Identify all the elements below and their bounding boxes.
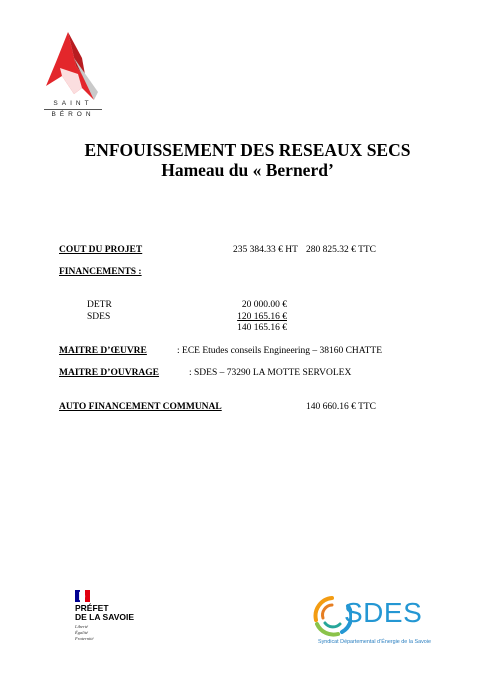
project-owner-text: : SDES – 73290 LA MOTTE SERVOLEX xyxy=(189,368,352,378)
self-funding-value: 140 660.16 € TTC xyxy=(306,402,377,412)
funding-item-sdes-value: 120 165.16 € xyxy=(237,312,287,322)
cost-ttc-value: 280 825.32 € TTC xyxy=(306,245,377,255)
document-title: ENFOUISSEMENT DES RESEAUX SECS xyxy=(84,140,411,160)
cost-ht-value: 235 384.33 € HT xyxy=(233,245,298,255)
motto-liberte: Liberté xyxy=(75,624,88,629)
document-subtitle: Hameau du « Bernerd’ xyxy=(161,160,334,180)
self-funding-label: AUTO FINANCEMENT COMMUNAL xyxy=(59,402,222,412)
cost-label: COUT DU PROJET xyxy=(59,245,143,255)
marianne-icon xyxy=(75,590,90,602)
logo-text-saint: SAINT xyxy=(53,100,93,107)
motto-fraternite: Fraternité xyxy=(75,636,94,641)
logo-divider xyxy=(44,109,102,110)
logo-text-beron: BÉRON xyxy=(51,111,95,118)
funding-item-detr-name: DETR xyxy=(87,300,112,310)
funding-total: 140 165.16 € xyxy=(237,323,287,333)
motto-egalite: Égalité xyxy=(75,630,88,635)
project-owner-label: MAITRE D’OUVRAGE xyxy=(59,368,160,378)
sdes-logo-text: SDES xyxy=(344,597,423,628)
funding-label: FINANCEMENTS : xyxy=(59,267,142,277)
project-manager-text: : ECE Etudes conseils Engineering – 38160 CHATTE xyxy=(177,346,383,356)
funding-item-sdes-name: SDES xyxy=(87,312,111,322)
project-manager-label: MAITRE D’ŒUVRE xyxy=(59,346,147,356)
prefet-title-line1: PRÉFET xyxy=(75,603,109,613)
sdes-logo-subtitle: Syndicat Départemental d’Énergie de la Savoie xyxy=(318,639,431,645)
prefet-title-line2: DE LA SAVOIE xyxy=(75,612,135,622)
funding-item-detr-value: 20 000.00 € xyxy=(241,300,287,310)
